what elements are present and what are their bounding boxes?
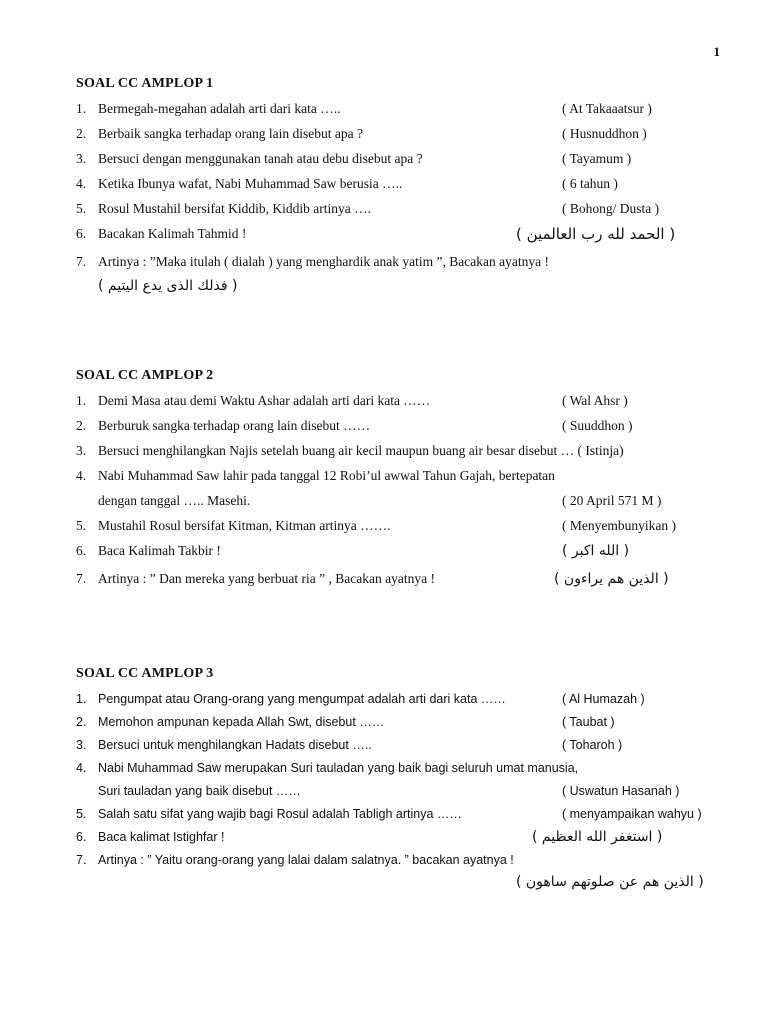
question-answer: ( Toharoh ): [562, 738, 623, 752]
page-number: 1: [713, 44, 720, 59]
question-number: 7.: [76, 254, 87, 269]
question-continuation-text: dengan tanggal ….. Masehi.: [98, 493, 251, 508]
question-text: Memohon ampunan kepada Allah Swt, disebut ……: [98, 715, 385, 729]
question-answer: ( Uswatun Hasanah ): [562, 784, 680, 798]
question-continuation: [76, 782, 716, 805]
question-item: [76, 517, 716, 542]
question-number: 4.: [76, 761, 87, 775]
question-number: 7.: [76, 571, 87, 586]
question-item: [76, 467, 716, 492]
question-answer: ( Husnuddhon ): [562, 126, 647, 141]
question-item: [76, 100, 716, 125]
question-item: [76, 713, 716, 736]
question-text: Baca Kalimah Takbir !: [98, 543, 221, 558]
section-title: SOAL CC AMPLOP 2: [76, 368, 214, 383]
question-answer: ( 6 tahun ): [562, 176, 618, 191]
question-item: [76, 690, 716, 713]
question-continuation: [76, 492, 716, 517]
question-number: 6.: [76, 830, 87, 844]
section-title: SOAL CC AMPLOP 3: [76, 666, 214, 681]
question-text: Bacakan Kalimah Tahmid !: [98, 226, 247, 241]
question-number: 4.: [76, 176, 87, 191]
question-item: [76, 253, 716, 278]
question-text: Artinya : ” Yaitu orang-orang yang lalai dalam salatnya. ” bacakan ayatnya !: [98, 853, 514, 867]
question-item: [76, 392, 716, 417]
question-item: [76, 175, 716, 200]
question-answer: ( Bohong/ Dusta ): [562, 201, 660, 216]
arabic-answer: ( فذلك الذى يدع اليتيم ): [98, 278, 238, 294]
question-answer-arabic: ( استغفر الله العظيم ): [532, 829, 663, 845]
question-item: [76, 542, 716, 570]
question-answer: ( Suuddhon ): [562, 418, 633, 433]
section-amplop-1: [76, 74, 716, 304]
question-number: 2.: [76, 715, 87, 729]
question-number: 4.: [76, 468, 87, 483]
question-number: 1.: [76, 692, 87, 706]
question-answer: ( Menyembunyikan ): [562, 518, 676, 533]
question-number: 1.: [76, 393, 87, 408]
question-answer: ( Al Humazah ): [562, 692, 645, 706]
question-text: Berburuk sangka terhadap orang lain disebut ……: [98, 418, 371, 433]
question-answer: ( Taubat ): [562, 715, 615, 729]
section-title: SOAL CC AMPLOP 1: [76, 76, 214, 91]
question-number: 5.: [76, 518, 87, 533]
question-text: Artinya : ”Maka itulah ( dialah ) yang menghardik anak yatim ”, Bacakan ayatnya !: [98, 254, 549, 269]
question-text: Bersuci untuk menghilangkan Hadats disebut …..: [98, 738, 372, 752]
question-text: Bermegah-megahan adalah arti dari kata …..: [98, 101, 341, 116]
question-text: Demi Masa atau demi Waktu Ashar adalah arti dari kata ……: [98, 393, 431, 408]
question-number: 2.: [76, 418, 87, 433]
question-text: Rosul Mustahil bersifat Kiddib, Kiddib artinya ….: [98, 201, 371, 216]
question-item: [76, 442, 716, 467]
question-text: Nabi Muhammad Saw merupakan Suri tauladan yang baik bagi seluruh umat manusia,: [98, 761, 579, 775]
question-number: 2.: [76, 126, 87, 141]
question-continuation-text: Suri tauladan yang baik disebut ……: [98, 784, 301, 798]
question-text: Salah satu sifat yang wajib bagi Rosul adalah Tabligh artinya ……: [98, 807, 462, 821]
question-number: 6.: [76, 226, 87, 241]
section-amplop-3: [76, 664, 716, 900]
question-number: 3.: [76, 738, 87, 752]
question-answer: ( At Takaaatsur ): [562, 101, 652, 116]
question-number: 3.: [76, 443, 87, 458]
question-text: Artinya : ” Dan mereka yang berbuat ria ” , Bacakan ayatnya !: [98, 571, 435, 586]
question-text: Bersuci menghilangkan Najis setelah buang air kecil maupun buang air besar disebut … ( Istinja): [98, 443, 624, 458]
question-answer: ( Tayamum ): [562, 151, 632, 166]
question-item: [76, 805, 716, 828]
question-item: [76, 417, 716, 442]
question-item: [76, 200, 716, 225]
question-number: 7.: [76, 853, 87, 867]
question-item: [76, 828, 716, 851]
arabic-answer-line: [76, 278, 716, 304]
question-text: Berbaik sangka terhadap orang lain disebut apa ?: [98, 126, 364, 141]
question-item: [76, 225, 716, 253]
question-item: [76, 125, 716, 150]
question-text: Baca kalimat Istighfar !: [98, 830, 225, 844]
question-answer-arabic: ( الذين هم يراءون ): [554, 571, 669, 587]
question-answer-arabic: ( الحمد لله رب العالمين ): [516, 225, 676, 243]
question-text: Nabi Muhammad Saw lahir pada tanggal 12 Robi’ul awwal Tahun Gajah, bertepatan: [98, 468, 555, 483]
question-number: 1.: [76, 101, 87, 116]
question-text: Bersuci dengan menggunakan tanah atau debu disebut apa ?: [98, 151, 423, 166]
question-answer: ( menyampaikan wahyu ): [562, 807, 702, 821]
question-answer: ( Wal Ahsr ): [562, 393, 628, 408]
question-number: 5.: [76, 201, 87, 216]
arabic-answer-line: [76, 874, 716, 900]
question-item: [76, 759, 716, 782]
question-number: 6.: [76, 543, 87, 558]
arabic-answer: ( الذين هم عن صلوتهم ساهون ): [516, 874, 704, 890]
question-text: Pengumpat atau Orang-orang yang mengumpat adalah arti dari kata ……: [98, 692, 506, 706]
question-answer: ( 20 April 571 M ): [562, 493, 662, 508]
question-answer-arabic: ( الله اكبر ): [562, 543, 630, 559]
question-text: Ketika Ibunya wafat, Nabi Muhammad Saw berusia …..: [98, 176, 403, 191]
question-number: 3.: [76, 151, 87, 166]
question-item: [76, 851, 716, 874]
question-item: [76, 570, 716, 598]
question-text: Mustahil Rosul bersifat Kitman, Kitman artinya …….: [98, 518, 391, 533]
section-amplop-2: [76, 366, 716, 598]
question-item: [76, 736, 716, 759]
question-number: 5.: [76, 807, 87, 821]
question-item: [76, 150, 716, 175]
